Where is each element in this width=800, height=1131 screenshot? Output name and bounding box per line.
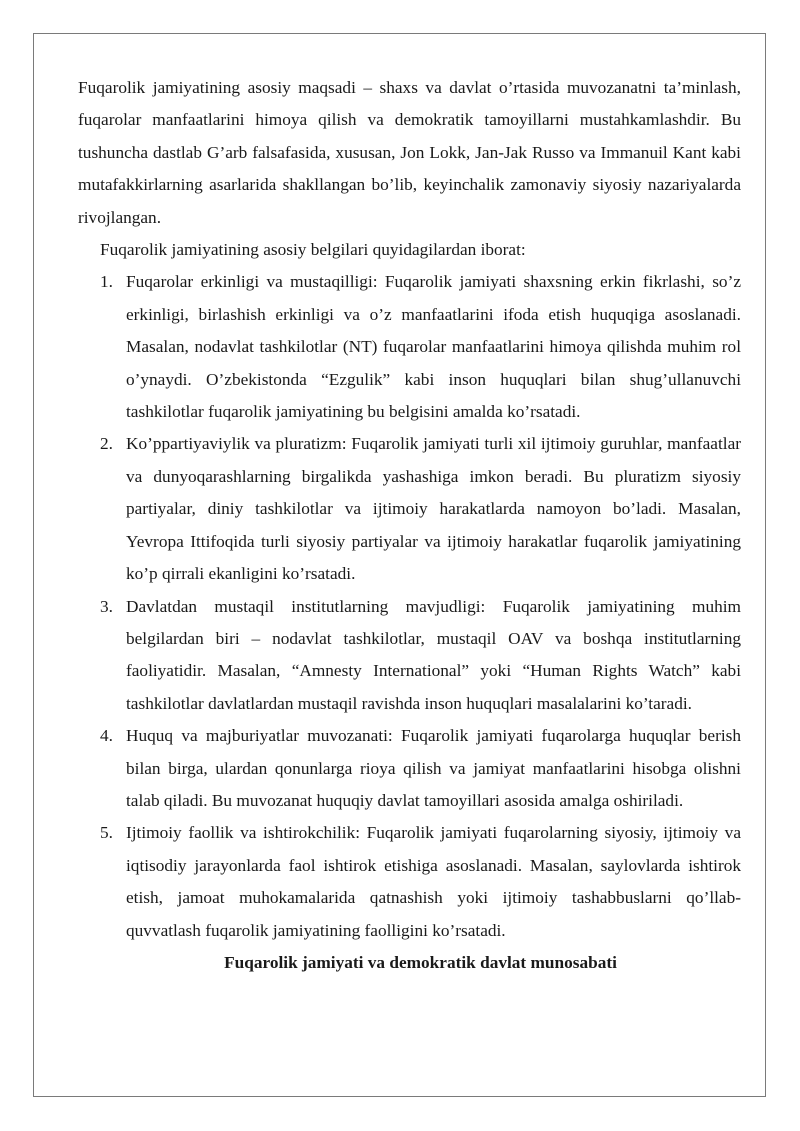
- list-item-text: Huquq va majburiyatlar muvozanati: Fuqarolik jamiyati fuqarolarga huquqlar berish bilan birga, ulardan qonunlarga rioya qilish va jamiyat manfaatlarini hisobga olishni talab qiladi. Bu muvozanat huquqiy davlat tamoyillari asosida amalga oshiriladi.: [126, 726, 741, 810]
- list-item-number: 3.: [100, 596, 113, 616]
- characteristics-list: [78, 266, 741, 947]
- list-item-text: Fuqarolar erkinligi va mustaqilligi: Fuqarolik jamiyati shaxsning erkin fikrlashi, so’z erkinligi, birlashish erkinligi va o’z manfaatlarini ifoda etish huquqiga asoslanadi. Masalan, nodavlat tashkilotlar (NT) fuqarolar manfaatlarini himoya qilishda muhim rol o’ynaydi. O’zbekistonda “Ezgulik” kabi inson huquqlari bilan shug’ullanuvchi tashkilotlar fuqarolik jamiyatining bu belgisini amalda ko’rsatadi.: [126, 272, 741, 422]
- list-item: [78, 266, 741, 428]
- list-item: [78, 817, 741, 947]
- list-intro: Fuqarolik jamiyatining asosiy belgilari quyidagilardan iborat:: [100, 240, 526, 260]
- paragraph-intro-text: Fuqarolik jamiyatining asosiy maqsadi – shaxs va davlat o’rtasida muvozanatni ta’minlash, fuqarolar manfaatlarini himoya qilish va demokratik tamoyillarni mustahkamlashdir. Bu tushuncha dastlab G’arb falsafasida, xususan, Jon Lokk, Jan-Jak Russo va Immanuil Kant kabi mutafakkirlarning asarlarida shakllangan bo’lib, keyinchalik zamonaviy siyosiy nazariyalarda rivojlangan.: [78, 78, 741, 227]
- list-item: [78, 591, 741, 721]
- list-item-text: Ko’ppartiyaviylik va pluratizm: Fuqarolik jamiyati turli xil ijtimoiy guruhlar, manfaatlar va dunyoqarashlarning birgalikda yashashiga imkon beradi. Bu pluratizm siyosiy partiyalar, diniy tashkilotlar va ijtimoiy harakatlarda namoyon bo’ladi. Masalan, Yevropa Ittifoqida turli siyosiy partiyalar va ijtimoiy harakatlar fuqarolik jamiyatining ko’p qirrali ekanligini ko’rsatadi.: [126, 434, 741, 584]
- document-body: [78, 72, 741, 979]
- section-heading: Fuqarolik jamiyati va demokratik davlat munosabati: [224, 952, 617, 972]
- list-item-number: 2.: [100, 434, 113, 454]
- list-item-text: Davlatdan mustaqil institutlarning mavjudligi: Fuqarolik jamiyatining muhim belgilardan biri – nodavlat tashkilotlar, mustaqil OAV va boshqa institutlarning faoliyatidir. Masalan, “Amnesty International” yoki “Human Rights Watch” kabi tashkilotlar davlatlardan mustaqil ravishda inson huquqlari masalalarini ko’taradi.: [126, 596, 741, 713]
- list-item-number: 4.: [100, 726, 113, 746]
- list-item: [78, 428, 741, 590]
- list-item-number: 5.: [100, 823, 113, 843]
- list-item-number: 1.: [100, 272, 113, 292]
- list-item-text: Ijtimoiy faollik va ishtirokchilik: Fuqarolik jamiyati fuqarolarning siyosiy, ijtimoiy va iqtisodiy jarayonlarda faol ishtirok etishiga asoslanadi. Masalan, saylovlarda ishtirok etish, jamoat muhokamalarida qatnashish yoki ijtimoiy tashabbuslarni qo’llab-quvvatlash fuqarolik jamiyatining faolligini ko’rsatadi.: [126, 823, 741, 940]
- list-item: [78, 720, 741, 817]
